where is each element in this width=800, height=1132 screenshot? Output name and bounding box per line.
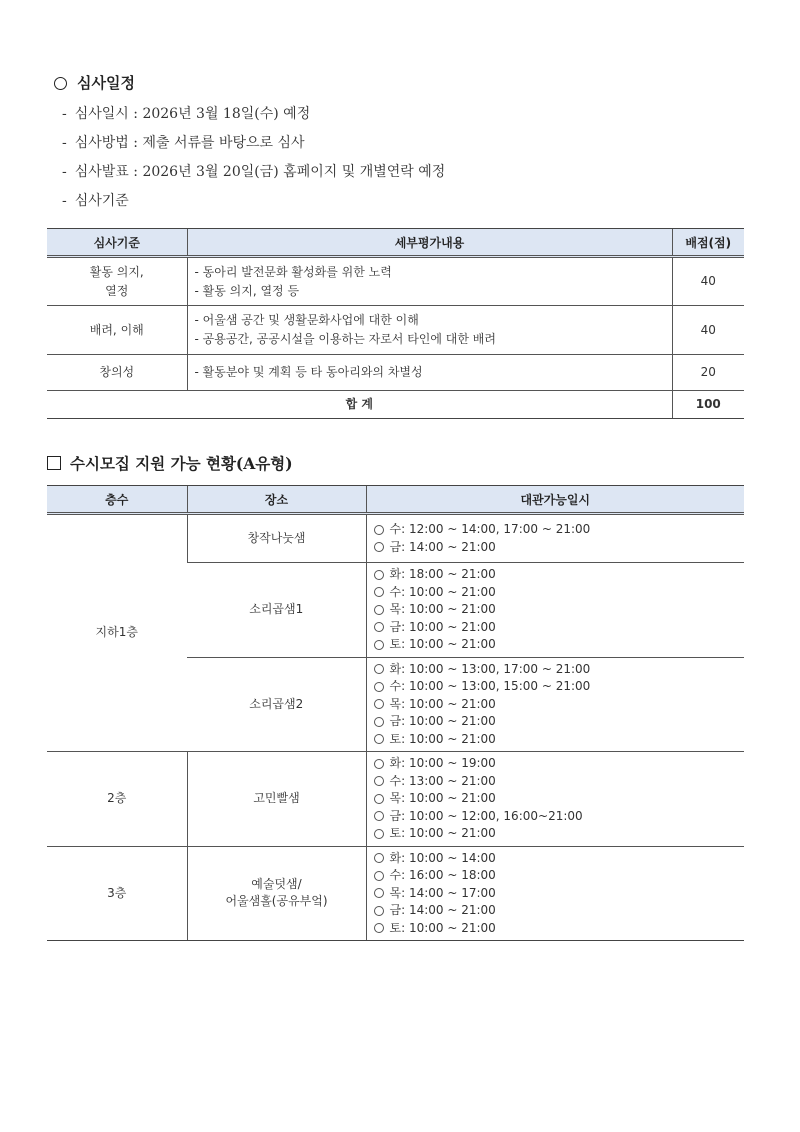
room-cell: 고민빨샘	[187, 752, 366, 847]
slots-cell	[366, 846, 744, 941]
schedule-item-method	[54, 129, 445, 158]
review-schedule-title: 심사일정	[77, 74, 135, 92]
time-slot	[374, 601, 745, 619]
dash-marker: -	[62, 164, 67, 180]
slot-text: 토: 10:00 ~ 21:00	[389, 826, 496, 840]
criterion-cell	[47, 257, 187, 306]
slot-text: 금: 14:00 ~ 21:00	[389, 539, 496, 554]
time-slot	[374, 920, 745, 938]
header-room: 장소	[187, 486, 366, 514]
slot-text: 수: 13:00 ~ 21:00	[389, 773, 496, 788]
table-row	[47, 355, 744, 391]
circle-bullet-icon	[374, 734, 384, 744]
dash-marker: -	[62, 193, 67, 209]
detail-line: - 어울샘 공간 및 생활문화사업에 대한 이해	[194, 313, 419, 327]
floor-cell: 3층	[47, 846, 187, 941]
slot-text: 금: 10:00 ~ 21:00	[389, 619, 496, 634]
time-slot	[374, 825, 745, 843]
time-slot	[374, 619, 745, 637]
total-row	[47, 391, 744, 419]
circle-bullet-icon	[374, 776, 384, 786]
table-row	[47, 846, 744, 941]
room-cell: 소리곱샘2	[187, 657, 366, 752]
score-cell: 40	[672, 306, 744, 355]
header-floor: 층수	[47, 486, 187, 514]
table-row	[47, 752, 744, 847]
slots-cell	[366, 752, 744, 847]
circle-bullet-icon	[374, 853, 384, 863]
room-cell: 창작나눗샘	[187, 514, 366, 563]
circle-bullet-icon	[374, 542, 384, 552]
schedule-text: 심사기준	[74, 193, 129, 209]
time-slot	[374, 636, 745, 654]
detail-line: - 동아리 발전문화 활성화를 위한 노력	[194, 264, 392, 279]
header-criterion: 심사기준	[47, 229, 187, 257]
total-label: 합 계	[47, 391, 672, 419]
schedule-item-announcement	[54, 158, 445, 187]
score-cell: 20	[672, 355, 744, 391]
slots-cell	[366, 657, 744, 752]
availability-section-title	[47, 452, 293, 474]
table-row	[47, 257, 744, 306]
section-title	[54, 72, 445, 94]
time-slot	[374, 755, 745, 773]
slot-text: 목: 14:00 ~ 17:00	[389, 885, 496, 900]
slot-text: 금: 10:00 ~ 21:00	[389, 714, 496, 728]
table-row	[47, 306, 744, 355]
circle-bullet-icon	[374, 682, 384, 692]
total-score: 100	[672, 391, 744, 419]
detail-line: - 활동 의지, 열정 등	[194, 283, 300, 298]
circle-bullet-icon	[374, 811, 384, 821]
time-slot	[374, 566, 745, 584]
details-cell	[187, 355, 672, 391]
table-header-row	[47, 486, 744, 514]
circle-bullet-icon	[374, 923, 384, 933]
details-cell	[187, 257, 672, 306]
circle-bullet-icon	[374, 587, 384, 597]
criterion-line: 배려, 이해	[89, 322, 144, 337]
circle-bullet-icon	[374, 871, 384, 881]
room-name-line: 어울샘홀(공유부엌)	[225, 894, 328, 909]
slot-text: 목: 10:00 ~ 21:00	[389, 791, 496, 805]
circle-bullet-icon	[374, 605, 384, 615]
slot-text: 목: 10:00 ~ 21:00	[389, 602, 496, 616]
circle-bullet-icon	[374, 699, 384, 709]
slot-text: 수: 16:00 ~ 18:00	[389, 868, 496, 882]
circle-bullet-icon	[54, 77, 67, 90]
criteria-table	[47, 228, 744, 419]
circle-bullet-icon	[374, 829, 384, 839]
time-slot	[374, 850, 745, 868]
time-slot	[374, 584, 745, 602]
header-available-times: 대관가능일시	[366, 486, 744, 514]
header-details: 세부평가내용	[187, 229, 672, 257]
availability-table	[47, 485, 744, 941]
review-schedule-section	[54, 72, 445, 216]
circle-bullet-icon	[374, 525, 384, 535]
criterion-cell	[47, 306, 187, 355]
slot-text: 목: 10:00 ~ 21:00	[389, 696, 496, 711]
schedule-text: 심사발표 : 2026년 3월 20일(금) 홈페이지 및 개별연락 예정	[74, 164, 446, 180]
slot-text: 토: 10:00 ~ 21:00	[389, 637, 496, 651]
time-slot	[374, 696, 745, 714]
circle-bullet-icon	[374, 570, 384, 580]
time-slot	[374, 539, 745, 557]
circle-bullet-icon	[374, 794, 384, 804]
circle-bullet-icon	[374, 664, 384, 674]
circle-bullet-icon	[374, 622, 384, 632]
slot-text: 금: 10:00 ~ 12:00, 16:00~21:00	[389, 808, 583, 823]
room-cell: 소리곱샘1	[187, 563, 366, 658]
time-slot	[374, 678, 745, 696]
schedule-item-criteria	[54, 187, 445, 216]
availability-title-text: 수시모집 지원 가능 현황(A유형)	[70, 454, 293, 473]
time-slot	[374, 885, 745, 903]
slots-cell	[366, 514, 744, 563]
table-row	[47, 514, 744, 563]
time-slot	[374, 902, 745, 920]
dash-marker: -	[62, 135, 67, 151]
time-slot	[374, 867, 745, 885]
circle-bullet-icon	[374, 640, 384, 650]
room-cell	[187, 846, 366, 941]
criterion-line: 창의성	[99, 365, 135, 379]
slots-cell	[366, 563, 744, 658]
circle-bullet-icon	[374, 888, 384, 898]
schedule-text: 심사방법 : 제출 서류를 바탕으로 심사	[74, 135, 305, 151]
slot-text: 화: 18:00 ~ 21:00	[389, 567, 496, 581]
time-slot	[374, 731, 745, 749]
time-slot	[374, 661, 745, 679]
table-header-row	[47, 229, 744, 257]
time-slot	[374, 790, 745, 808]
schedule-item-date	[54, 100, 445, 129]
floor-cell: 지하1층	[47, 514, 187, 752]
schedule-list	[54, 100, 445, 216]
slot-text: 토: 10:00 ~ 21:00	[389, 920, 496, 935]
slot-text: 토: 10:00 ~ 21:00	[389, 731, 496, 746]
slot-text: 화: 10:00 ~ 14:00	[389, 850, 496, 865]
time-slot	[374, 773, 745, 791]
slot-text: 수: 10:00 ~ 21:00	[389, 584, 496, 599]
circle-bullet-icon	[374, 717, 384, 727]
score-cell: 40	[672, 257, 744, 306]
slot-text: 수: 12:00 ~ 14:00, 17:00 ~ 21:00	[389, 522, 591, 536]
time-slot	[374, 808, 745, 826]
schedule-text: 심사일시 : 2026년 3월 18일(수) 예정	[74, 106, 311, 122]
circle-bullet-icon	[374, 759, 384, 769]
time-slot	[374, 713, 745, 731]
slot-text: 화: 10:00 ~ 13:00, 17:00 ~ 21:00	[389, 661, 591, 676]
criterion-line: 활동 의지,	[89, 264, 144, 279]
slot-text: 수: 10:00 ~ 13:00, 15:00 ~ 21:00	[389, 679, 591, 693]
slot-text: 화: 10:00 ~ 19:00	[389, 756, 496, 770]
criterion-cell	[47, 355, 187, 391]
slot-text: 금: 14:00 ~ 21:00	[389, 903, 496, 917]
criterion-line: 열정	[105, 283, 129, 298]
circle-bullet-icon	[374, 906, 384, 916]
room-name-line: 예술덧샘/	[251, 876, 302, 891]
dash-marker: -	[62, 106, 67, 122]
square-bullet-icon	[47, 456, 61, 470]
time-slot	[374, 521, 745, 539]
header-score: 배점(점)	[672, 229, 744, 257]
detail-line: - 활동분야 및 계획 등 타 동아리와의 차별성	[194, 365, 423, 379]
detail-line: - 공용공간, 공공시설을 이용하는 자로서 타인에 대한 배려	[194, 332, 496, 346]
floor-cell: 2층	[47, 752, 187, 847]
details-cell	[187, 306, 672, 355]
